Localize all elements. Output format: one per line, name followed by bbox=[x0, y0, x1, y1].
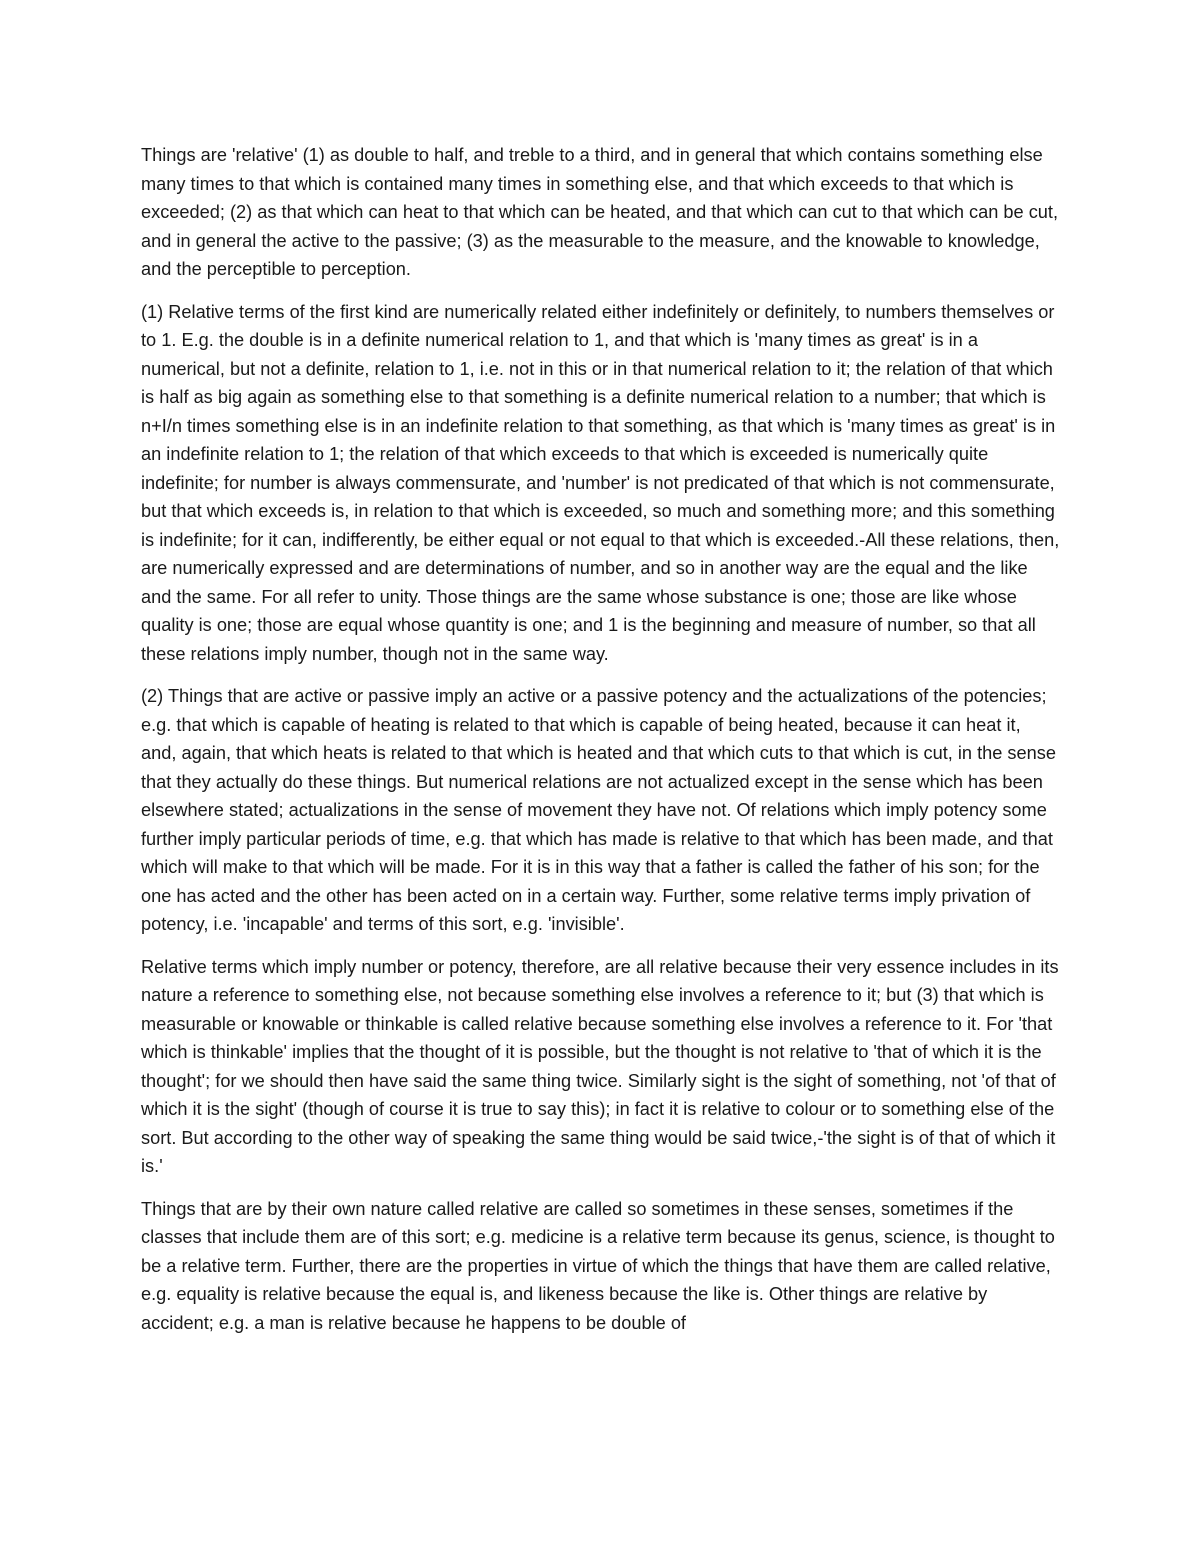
document-page bbox=[141, 141, 1061, 1351]
paragraph-numerical-relations: (1) Relative terms of the first kind are numerically related either indefinitely or definitely, to numbers themselves or to 1. E.g. the double is in a definite numerical relation to 1, and that which is 'many times as great' is in a numerical, but not a definite, relation to 1, i.e. not in this or in that numerical relation to it; the relation of that which is half as big again as something else to that something is a definite numerical relation to a number; that which is n+I/n times something else is in an indefinite relation to that something, as that which is 'many times as great' is in an indefinite relation to 1; the relation of that which exceeds to that which is exceeded is numerically quite indefinite; for number is always commensurate, and 'number' is not predicated of that which is not commensurate, but that which exceeds is, in relation to that which is exceeded, so much and something more; and this something is indefinite; for it can, indifferently, be either equal or not equal to that which is exceeded.-All these relations, then, are numerically expressed and are determinations of number, and so in another way are the equal and the like and the same. For all refer to unity. Those things are the same whose substance is one; those are like whose quality is one; those are equal whose quantity is one; and 1 is the beginning and measure of number, so that all these relations imply number, though not in the same way. bbox=[141, 301, 1060, 664]
paragraph-active-passive: (2) Things that are active or passive imply an active or a passive potency and the actualizations of the potencies; e.g. that which is capable of heating is related to that which is capable of being heated, because it can heat it, and, again, that which heats is related to that which is heated and that which cuts to that which is cut, in the sense that they actually do these things. But numerical relations are not actualized except in the sense which has been elsewhere stated; actualizations in the sense of movement they have not. Of relations which imply potency some further imply particular periods of time, e.g. that which has made is relative to that which has been made, and that which will make to that which will be made. For it is in this way that a father is called the father of his son; for the one has acted and the other has been acted on in a certain way. Further, some relative terms imply privation of potency, i.e. 'incapable' and terms of this sort, e.g. 'invisible'. bbox=[141, 686, 1056, 934]
paragraph-by-nature: Things that are by their own nature called relative are called so sometimes in these senses, sometimes if the classes that include them are of this sort; e.g. medicine is a relative term because its genus, science, is thought to be a relative term. Further, there are the properties in virtue of which the things that have them are called relative, e.g. equality is relative because the equal is, and likeness because the like is. Other things are relative by accident; e.g. a man is relative because he happens to be double of bbox=[141, 1198, 1055, 1333]
paragraph-intro: Things are 'relative' (1) as double to half, and treble to a third, and in general that which contains something else many times to that which is contained many times in something else, and that which exceeds to that which is exceeded; (2) as that which can heat to that which can be heated, and that which can cut to that which can be cut, and in general the active to the passive; (3) as the measurable to the measure, and the knowable to knowledge, and the perceptible to perception. bbox=[141, 145, 1059, 279]
paragraph-measurable-knowable: Relative terms which imply number or potency, therefore, are all relative because their very essence includes in its nature a reference to something else, not because something else involves a reference to it; but (3) that which is measurable or knowable or thinkable is called relative because something else involves a reference to it. For 'that which is thinkable' implies that the thought of it is possible, but the thought is not relative to 'that of which it is the thought'; for we should then have said the same thing twice. Similarly sight is the sight of something, not 'of that of which it is the sight' (though of course it is true to say this); in fact it is relative to colour or to something else of the sort. But according to the other way of speaking the same thing would be said twice,-'the sight is of that of which it is.' bbox=[141, 956, 1059, 1176]
